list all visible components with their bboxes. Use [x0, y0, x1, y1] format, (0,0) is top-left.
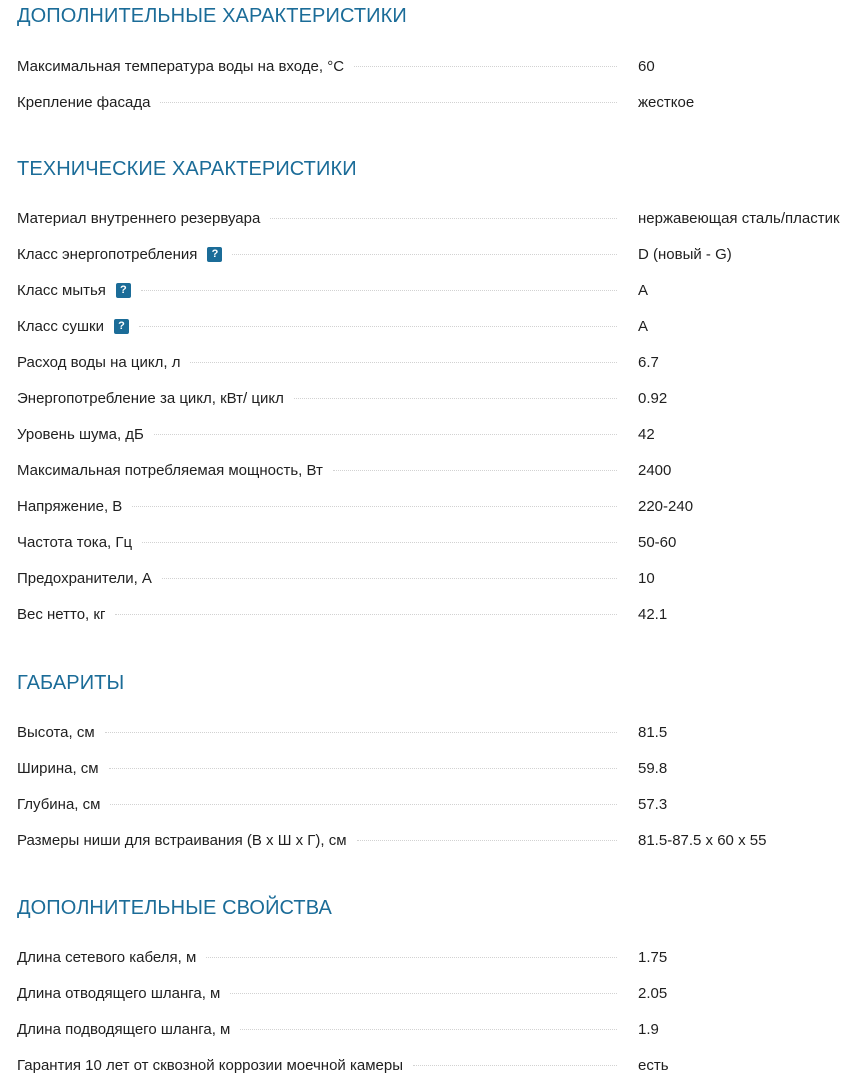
spec-value: 42 — [638, 425, 655, 443]
spec-label-wrap — [17, 390, 627, 407]
dotted-leader — [160, 102, 617, 103]
spec-label-wrap — [17, 498, 627, 515]
spec-label: Ширина, см — [17, 759, 99, 777]
spec-row — [17, 380, 859, 416]
spec-rows — [17, 714, 859, 858]
spec-label: Размеры ниши для встраивания (В х Ш х Г), см — [17, 831, 347, 849]
spec-value: A — [638, 281, 649, 299]
spec-label: Предохранители, А — [17, 569, 152, 587]
spec-row — [17, 524, 859, 560]
spec-value: 0.92 — [638, 389, 668, 407]
spec-label-wrap — [17, 210, 627, 227]
question-mark-icon[interactable]: ? — [207, 247, 222, 262]
spec-row — [17, 272, 859, 308]
dotted-leader — [232, 254, 617, 255]
spec-row — [17, 714, 859, 750]
spec-label: Класс сушки — [17, 317, 104, 335]
spec-label-wrap — [17, 282, 627, 299]
spec-value: 81.5 — [638, 723, 668, 741]
dotted-leader — [154, 434, 617, 435]
dotted-leader — [413, 1065, 617, 1066]
spec-value: 42.1 — [638, 605, 668, 623]
dotted-leader — [141, 290, 617, 291]
dotted-leader — [333, 470, 617, 471]
spec-row — [17, 488, 859, 524]
spec-section — [0, 157, 859, 623]
dotted-leader — [142, 542, 617, 543]
spec-rows — [17, 48, 859, 120]
question-mark-icon[interactable]: ? — [116, 283, 131, 298]
spec-label-wrap — [17, 462, 627, 479]
spec-label-wrap — [17, 534, 627, 551]
section-title: ДОПОЛНИТЕЛЬНЫЕ ХАРАКТЕРИСТИКИ — [17, 5, 407, 27]
spec-label-wrap — [17, 724, 627, 741]
spec-row — [17, 560, 859, 596]
spec-label-wrap — [17, 426, 627, 443]
spec-value: 2.05 — [638, 984, 668, 1002]
spec-row — [17, 416, 859, 452]
spec-label-wrap — [17, 832, 627, 849]
dotted-leader — [294, 398, 617, 399]
spec-rows — [17, 939, 859, 1083]
spec-value: 50-60 — [638, 533, 677, 551]
spec-row — [17, 308, 859, 344]
dotted-leader — [115, 614, 617, 615]
dotted-leader — [230, 993, 617, 994]
spec-label-wrap — [17, 246, 627, 263]
spec-label-wrap — [17, 570, 627, 587]
spec-row — [17, 84, 859, 120]
spec-label: Максимальная потребляемая мощность, Вт — [17, 461, 323, 479]
dotted-leader — [109, 768, 617, 769]
spec-label-wrap — [17, 1057, 627, 1074]
dotted-leader — [190, 362, 617, 363]
spec-label: Длина подводящего шланга, м — [17, 1020, 231, 1038]
spec-label-wrap — [17, 318, 627, 335]
spec-label: Энергопотребление за цикл, кВт/ цикл — [17, 389, 284, 407]
spec-label: Класс энергопотребления — [17, 245, 198, 263]
dotted-leader — [110, 804, 617, 805]
spec-label-wrap — [17, 354, 627, 371]
spec-value: 2400 — [638, 461, 672, 479]
spec-row — [17, 822, 859, 858]
spec-label: Материал внутреннего резервуара — [17, 209, 261, 227]
spec-value: 6.7 — [638, 353, 659, 371]
spec-row — [17, 452, 859, 488]
spec-section — [0, 896, 859, 1074]
spec-row — [17, 596, 859, 632]
spec-label: Максимальная температура воды на входе, °C — [17, 57, 345, 75]
dotted-leader — [270, 218, 617, 219]
spec-row — [17, 344, 859, 380]
spec-label: Глубина, см — [17, 795, 101, 813]
spec-label: Уровень шума, дБ — [17, 425, 144, 443]
spec-label: Крепление фасада — [17, 93, 151, 111]
spec-value: A — [638, 317, 649, 335]
spec-value: жесткое — [638, 93, 695, 111]
spec-label: Высота, см — [17, 723, 95, 741]
spec-label-wrap — [17, 606, 627, 623]
spec-section — [0, 4, 859, 111]
spec-label: Класс мытья — [17, 281, 106, 299]
dotted-leader — [132, 506, 617, 507]
spec-value: 220-240 — [638, 497, 694, 515]
spec-label: Гарантия 10 лет от сквозной коррозии моечной камеры — [17, 1056, 403, 1074]
spec-value: D (новый - G) — [638, 245, 732, 263]
spec-label-wrap — [17, 796, 627, 813]
spec-row — [17, 1011, 859, 1047]
spec-label-wrap — [17, 985, 627, 1002]
spec-row — [17, 1047, 859, 1083]
spec-label: Вес нетто, кг — [17, 605, 106, 623]
question-mark-icon[interactable]: ? — [114, 319, 129, 334]
spec-label: Длина сетевого кабеля, м — [17, 948, 197, 966]
spec-value: нержавеющая сталь/пластик — [638, 209, 840, 227]
spec-label-wrap — [17, 1021, 627, 1038]
spec-value: 1.75 — [638, 948, 668, 966]
spec-value: 1.9 — [638, 1020, 659, 1038]
dotted-leader — [105, 732, 617, 733]
dotted-leader — [162, 578, 617, 579]
spec-value: есть — [638, 1056, 669, 1074]
spec-value: 60 — [638, 57, 655, 75]
spec-section — [0, 671, 859, 849]
dotted-leader — [139, 326, 617, 327]
dotted-leader — [206, 957, 617, 958]
spec-label: Расход воды на цикл, л — [17, 353, 181, 371]
spec-row — [17, 786, 859, 822]
spec-label-wrap — [17, 94, 627, 111]
spec-value: 10 — [638, 569, 655, 587]
spec-label-wrap — [17, 949, 627, 966]
spec-value: 57.3 — [638, 795, 668, 813]
spec-row — [17, 48, 859, 84]
spec-value: 59.8 — [638, 759, 668, 777]
spec-row — [17, 939, 859, 975]
spec-row — [17, 750, 859, 786]
spec-row — [17, 236, 859, 272]
spec-label: Длина отводящего шланга, м — [17, 984, 221, 1002]
spec-label: Частота тока, Гц — [17, 533, 133, 551]
section-title: ГАБАРИТЫ — [17, 672, 125, 694]
spec-label-wrap — [17, 58, 627, 75]
spec-row — [17, 200, 859, 236]
spec-rows — [17, 200, 859, 632]
dotted-leader — [240, 1029, 617, 1030]
spec-value: 81.5-87.5 x 60 x 55 — [638, 831, 767, 849]
dotted-leader — [357, 840, 617, 841]
section-title: ДОПОЛНИТЕЛЬНЫЕ СВОЙСТВА — [17, 897, 332, 919]
section-title: ТЕХНИЧЕСКИЕ ХАРАКТЕРИСТИКИ — [17, 158, 357, 180]
spec-row — [17, 975, 859, 1011]
spec-label: Напряжение, В — [17, 497, 123, 515]
dotted-leader — [354, 66, 617, 67]
spec-label-wrap — [17, 760, 627, 777]
